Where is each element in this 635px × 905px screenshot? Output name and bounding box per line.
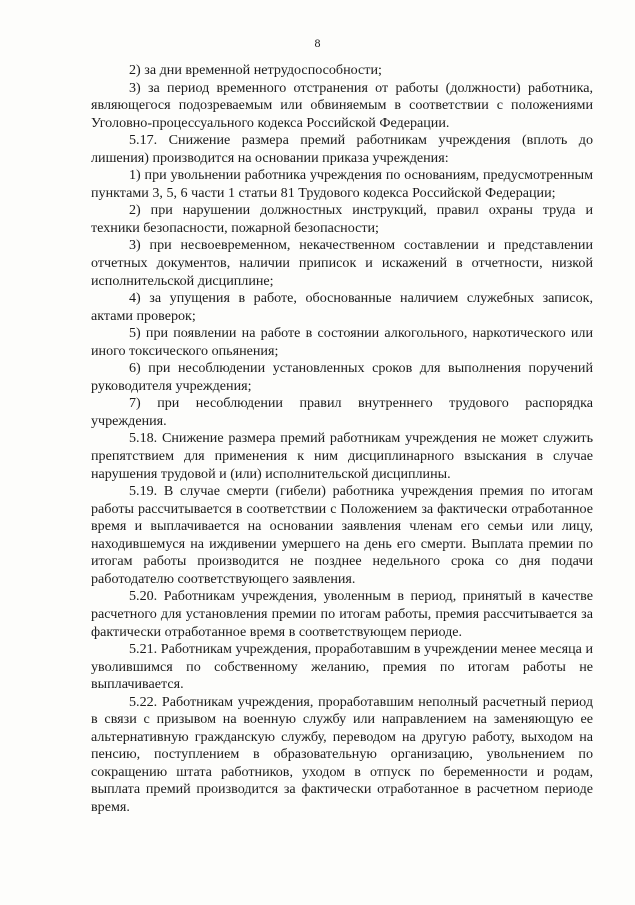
document-body [91,62,593,817]
paragraph-5-17-item-6: 6) при несоблюдении установленных сроков для выполнения поручений руководителя учреждения; [91,360,593,394]
paragraph-5-18: 5.18. Снижение размера премий работникам учреждения не может служить препятствием для применения к ним дисциплинарного взыскания в случае нарушения трудовой и (или) исполнительской дисциплины. [91,430,593,482]
paragraph-5-17-item-5: 5) при появлении на работе в состоянии алкогольного, наркотического или иного токсического опьянения; [91,325,593,359]
paragraph-5-17: 5.17. Снижение размера премий работникам учреждения (вплоть до лишения) производится на основании приказа учреждения: [91,132,593,166]
paragraph-5-17-item-1: 1) при увольнении работника учреждения по основаниям, предусмотренным пунктами 3, 5, 6 части 1 статьи 81 Трудового кодекса Российской Федерации; [91,167,593,201]
paragraph-5-17-item-4: 4) за упущения в работе, обоснованные наличием служебных записок, актами проверок; [91,290,593,324]
paragraph-item-3: 3) за период временного отстранения от работы (должности) работника, являющегося подозреваемым или обвиняемым в соответствии с положениями Уголовно-процессуального кодекса Российской Федерации. [91,79,593,131]
paragraph-5-17-item-7: 7) при несоблюдении правил внутреннего трудового распорядка учреждения. [91,395,593,429]
paragraph-5-21: 5.21. Работникам учреждения, проработавшим в учреждении менее месяца и уволившимся по собственному желанию, премия по итогам работы не выплачивается. [91,641,593,693]
paragraph-item-2: 2) за дни временной нетрудоспособности; [129,62,382,78]
paragraph-5-17-item-2: 2) при нарушении должностных инструкций, правил охраны труда и техники безопасности, пожарной безопасности; [91,202,593,236]
paragraph-5-22: 5.22. Работникам учреждения, проработавшим неполный расчетный период в связи с призывом на военную службу или направлением на заменяющую ее альтернативную гражданскую службу, переводом на другую работу, выходом на пенсию, поступлением в образовательную организацию, увольнением по сокращению штата работников, уходом в отпуск по беременности и родам, выплата премий производится за фактически отработанное в расчетном периоде время. [91,693,593,815]
paragraph-5-20: 5.20. Работникам учреждения, уволенным в период, принятый в качестве расчетного для установления премии по итогам работы, премия рассчитывается за фактически отработанное время в соответствующем периоде. [91,588,593,640]
page-number: 8 [314,36,321,50]
paragraph-5-19: 5.19. В случае смерти (гибели) работника учреждения премия по итогам работы рассчитывается в соответствии с Положением за фактически отработанное время и выплачивается на основании заявления членам его семьи или лицу, находившемуся на иждивении умершего на день его смерти. Выплата премии по итогам работы производится не позднее недельного срока со дня подачи работодателю соответствующего заявления. [91,483,593,587]
paragraph-5-17-item-3: 3) при несвоевременном, некачественном составлении и представлении отчетных документов, наличии приписок и искажений в отчетности, низкой исполнительской дисциплине; [91,237,593,289]
